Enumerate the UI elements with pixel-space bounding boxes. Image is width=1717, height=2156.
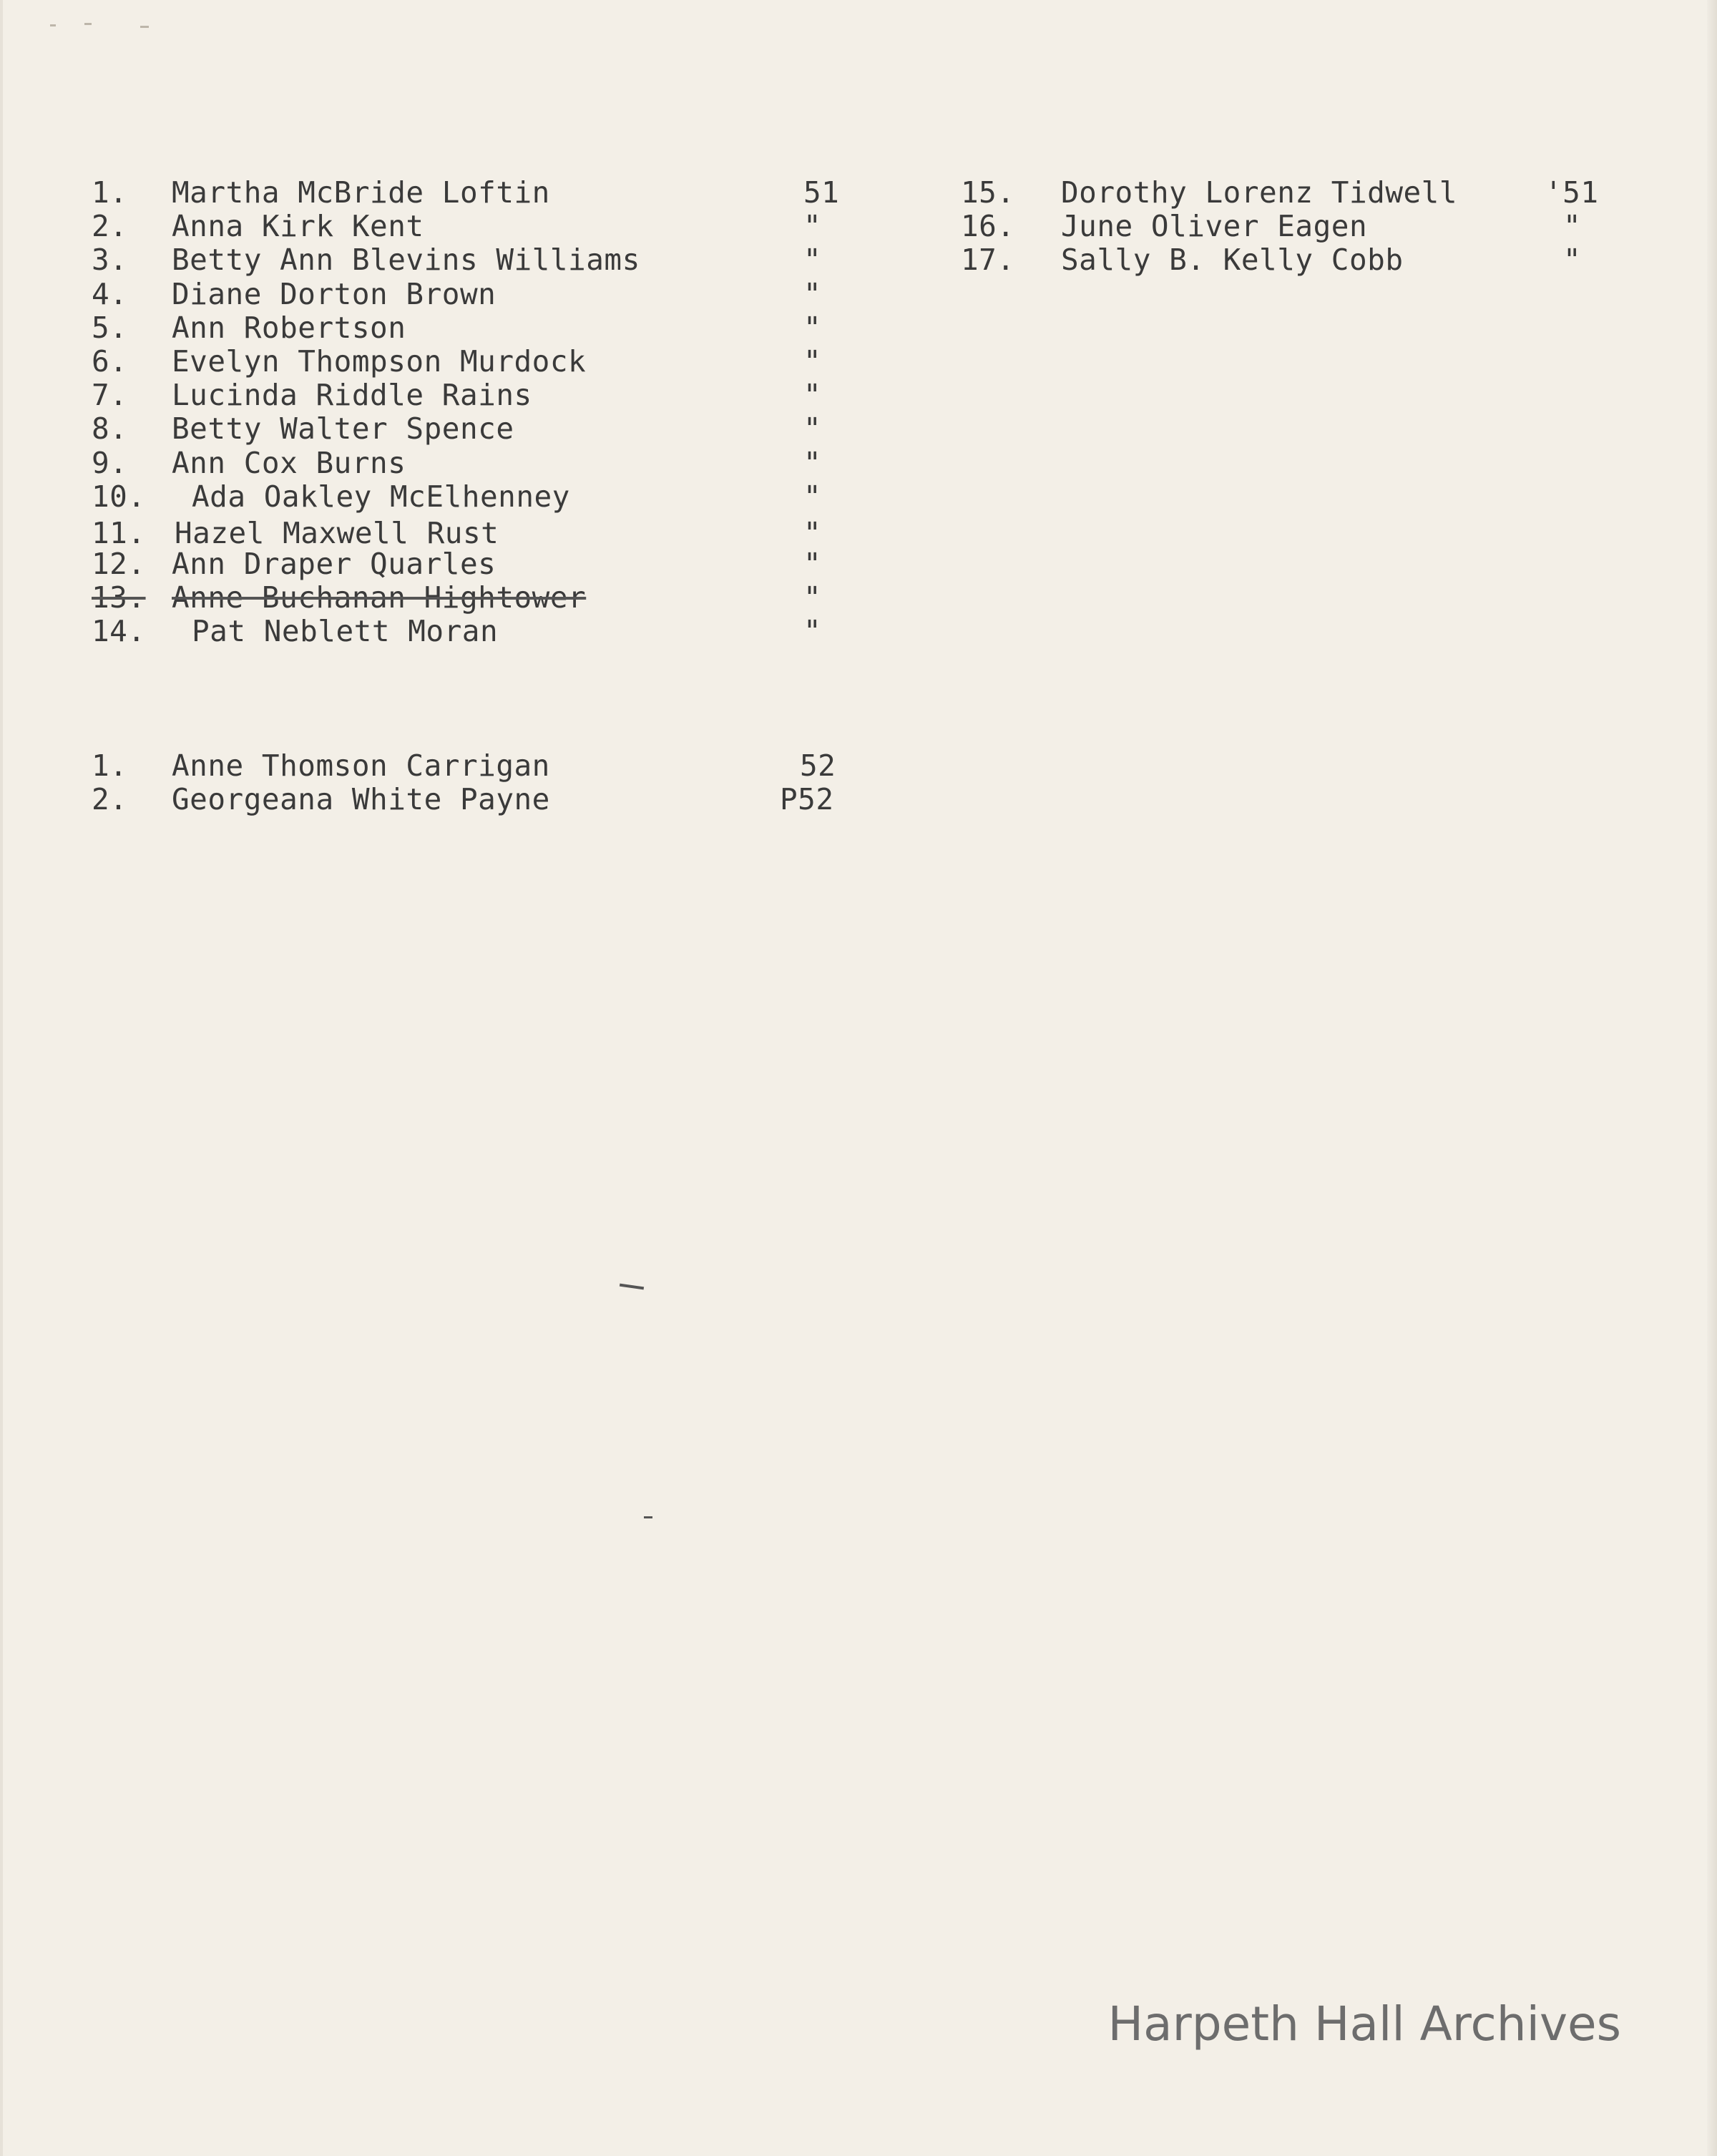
class-year: " — [803, 209, 822, 244]
alumna-name: Ann Cox Burns — [172, 445, 406, 480]
item-number: 4. — [92, 276, 128, 311]
alumna-name: Anne Buchanan Hightower — [172, 580, 587, 615]
class-year: " — [803, 445, 822, 480]
ink-mark — [84, 23, 92, 25]
list-item-struck — [92, 581, 850, 615]
alumna-name: Martha McBride Loftin — [172, 175, 550, 210]
ink-mark — [50, 24, 56, 26]
list-item — [92, 210, 850, 243]
list-item — [92, 783, 850, 816]
class-year: 51 — [803, 175, 840, 210]
class-1952-list — [92, 749, 850, 816]
item-number: 17. — [961, 243, 1015, 278]
item-number: 8. — [92, 411, 128, 447]
page-edge-left — [0, 0, 3, 2156]
list-item — [961, 243, 1619, 277]
class-year: " — [1563, 209, 1582, 244]
alumna-name: Pat Neblett Moran — [192, 614, 499, 649]
item-number: 11. — [92, 515, 146, 550]
alumna-name: Ada Oakley McElhenney — [192, 479, 570, 514]
item-number: 5. — [92, 310, 128, 345]
alumna-name: Ann Robertson — [172, 310, 406, 345]
alumna-name: Anna Kirk Kent — [172, 209, 424, 244]
alumna-name: Dorothy Lorenz Tidwell — [1061, 175, 1458, 210]
ink-mark — [644, 1516, 652, 1518]
ink-mark — [140, 26, 149, 28]
page-edge-right — [1707, 0, 1717, 2156]
alumna-name: Georgeana White Payne — [172, 782, 550, 817]
item-number: 3. — [92, 243, 128, 278]
class-year: P52 — [780, 782, 834, 817]
class-year: " — [803, 479, 822, 514]
class-year: " — [1563, 243, 1582, 278]
alumna-name: Evelyn Thompson Murdock — [172, 343, 587, 379]
class-year: 52 — [800, 748, 836, 783]
list-item — [92, 749, 850, 783]
item-number: 15. — [961, 175, 1015, 210]
alumna-name: Sally B. Kelly Cobb — [1061, 243, 1404, 278]
item-number: 2. — [92, 782, 128, 817]
alumna-name: Lucinda Riddle Rains — [172, 378, 532, 413]
list-item — [92, 379, 850, 412]
item-number: 12. — [92, 547, 146, 582]
class-year: " — [803, 276, 822, 311]
alumna-name: Ann Draper Quarles — [172, 547, 496, 582]
item-number: 7. — [92, 378, 128, 413]
item-number: 10. — [92, 479, 146, 514]
class-year: '51 — [1545, 175, 1599, 210]
list-item — [961, 176, 1619, 210]
list-item — [92, 243, 850, 277]
class-year: " — [803, 343, 822, 379]
alumna-name: June Oliver Eagen — [1061, 209, 1368, 244]
list-item — [92, 345, 850, 379]
class-year: " — [803, 580, 822, 615]
item-number: 16. — [961, 209, 1015, 244]
list-item — [92, 176, 850, 210]
alumna-name: Anne Thomson Carrigan — [172, 748, 550, 783]
item-number: 1. — [92, 748, 128, 783]
class-year: " — [803, 310, 822, 345]
list-item — [92, 547, 850, 581]
list-item — [92, 480, 850, 514]
item-number: 2. — [92, 209, 128, 244]
ink-mark — [620, 1284, 644, 1290]
item-number: 9. — [92, 445, 128, 480]
list-item — [92, 615, 850, 648]
item-number: 1. — [92, 175, 128, 210]
alumna-name: Hazel Maxwell Rust — [175, 515, 499, 550]
class-year: " — [803, 411, 822, 447]
list-item — [92, 311, 850, 345]
item-number: 6. — [92, 343, 128, 379]
alumna-name: Betty Walter Spence — [172, 411, 514, 447]
alumna-name: Diane Dorton Brown — [172, 276, 496, 311]
list-item — [92, 517, 850, 550]
class-1951-list-left — [92, 176, 850, 649]
class-year: " — [803, 515, 822, 550]
class-year: " — [803, 378, 822, 413]
list-item — [92, 447, 850, 480]
class-year: " — [803, 243, 822, 278]
class-year: " — [803, 614, 822, 649]
class-year: " — [803, 547, 822, 582]
archive-watermark: Harpeth Hall Archives — [1107, 1996, 1621, 2052]
item-number: 14. — [92, 614, 146, 649]
item-number: 13. — [92, 580, 146, 615]
list-item — [92, 278, 850, 311]
list-item — [92, 412, 850, 446]
list-item — [961, 210, 1619, 243]
class-1951-list-right — [961, 176, 1619, 278]
alumna-name: Betty Ann Blevins Williams — [172, 243, 640, 278]
